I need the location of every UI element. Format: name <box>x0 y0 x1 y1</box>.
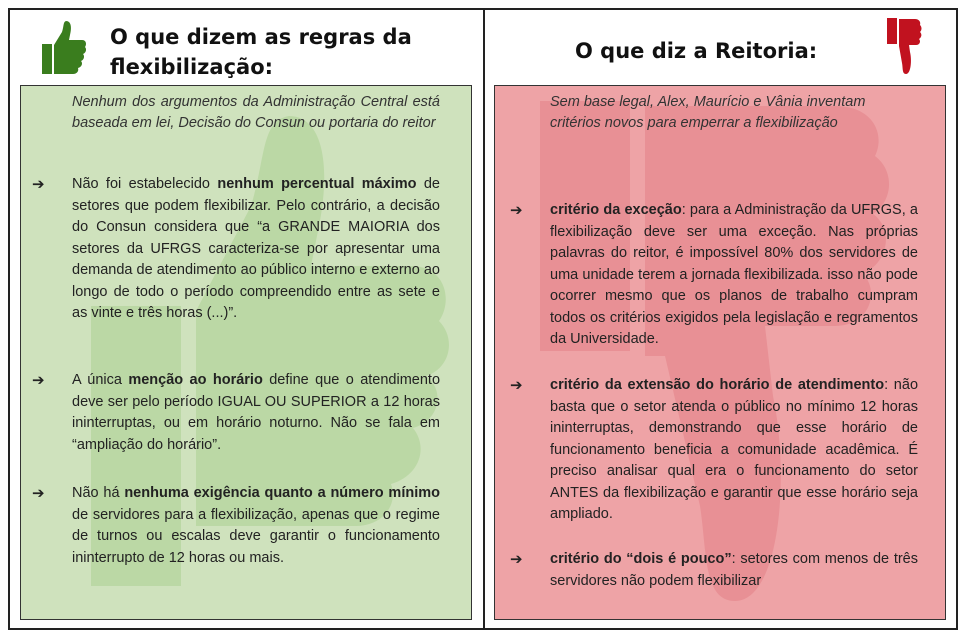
arrow-icon: ➔ <box>32 372 45 389</box>
thumbs-down-icon <box>885 16 923 78</box>
rules-panel <box>20 85 472 620</box>
thumbs-down-watermark-icon <box>535 96 915 616</box>
bullet-text-bold: critério da exceção <box>550 202 682 218</box>
arrow-icon: ➔ <box>510 377 523 394</box>
arrow-icon: ➔ <box>510 202 523 219</box>
bullet-text-post: : para a Administração da UFRGS, a flexibilização deve ser uma exceção. Nas próprias palavras do reitor, é impossível 80% dos servidores de uma unidade terem a jornada flexibilizada. isso não pode ocorrer mesmo que os planos de trabalho cumpram todos os critérios exigidos pela legislação e regramentos da Universidade. <box>550 202 918 347</box>
right-intro: Sem base legal, Alex, Maurício e Vânia inventam critérios novos para emperrar a flexibilização <box>550 94 866 131</box>
bullet-text-bold: critério do “dois é pouco” <box>550 551 732 567</box>
right-bullet-2 <box>510 375 919 526</box>
right-bullet-1 <box>510 200 918 351</box>
bullet-text-bold: nenhum percentual máximo <box>217 176 417 192</box>
bullet-text-pre: A única <box>72 372 129 388</box>
bullet-text-post: de servidores para a flexibilização, apenas que o regime de turnos ou escalas deve garantir o funcionamento ininterrupto de 12 horas ou mais. <box>72 506 440 566</box>
bullet-text-post: de setores que podem flexibilizar. Pelo contrário, a decisão do Consun considera que “a GRANDE MAIORIA dos setores da UFRGS caracteriza-se por apresentar uma demanda de atendimento ao público interno e externo ao longo de todo o período compreendido entre as sete e as vinte e três horas (...)”. <box>72 176 440 321</box>
bullet-text-bold: nenhuma exigência quanto a número mínimo <box>124 485 440 501</box>
bullet-text-bold: menção ao horário <box>128 372 263 388</box>
bullet-text-post: : setores com menos de três servidores não podem flexibilizar <box>550 551 918 589</box>
arrow-icon: ➔ <box>510 551 523 568</box>
left-bullet-3 <box>32 483 440 569</box>
left-bullet-2 <box>32 370 441 456</box>
left-title: O que dizem as regras da flexibilização: <box>110 25 412 79</box>
bullet-text-pre: Não foi estabelecido <box>72 176 218 192</box>
left-bullet-1 <box>32 174 440 325</box>
bullet-text-bold: critério da extensão do horário de atendimento <box>550 377 885 393</box>
right-bullet-3 <box>510 549 918 592</box>
arrow-icon: ➔ <box>32 485 45 502</box>
bullet-text-post: : não basta que o setor atenda o público no mínimo 12 horas ininterruptas, demonstrando que esse horário de funcionamento beneficia a comunidade acadêmica. É preciso analisar qual era o funcionamento do setor ANTES da flexibilização e garantir que esse horário seja ampliado. <box>550 377 919 522</box>
rectorate-panel <box>494 85 946 620</box>
bullet-text-post: define que o atendimento deve ser pelo período IGUAL OU SUPERIOR a 12 horas ininterruptas, ou em horário noturno. Não se fala em “ampliação do horário”. <box>72 372 441 453</box>
column-divider <box>483 8 485 630</box>
thumbs-up-icon <box>38 18 88 78</box>
bullet-text-pre: Não há <box>72 485 125 501</box>
right-title: O que diz a Reitoria: <box>575 39 818 63</box>
arrow-icon: ➔ <box>32 176 45 193</box>
left-intro: Nenhum dos argumentos da Administração Central está baseada em lei, Decisão do Consun ou portaria do reitor <box>72 94 440 131</box>
